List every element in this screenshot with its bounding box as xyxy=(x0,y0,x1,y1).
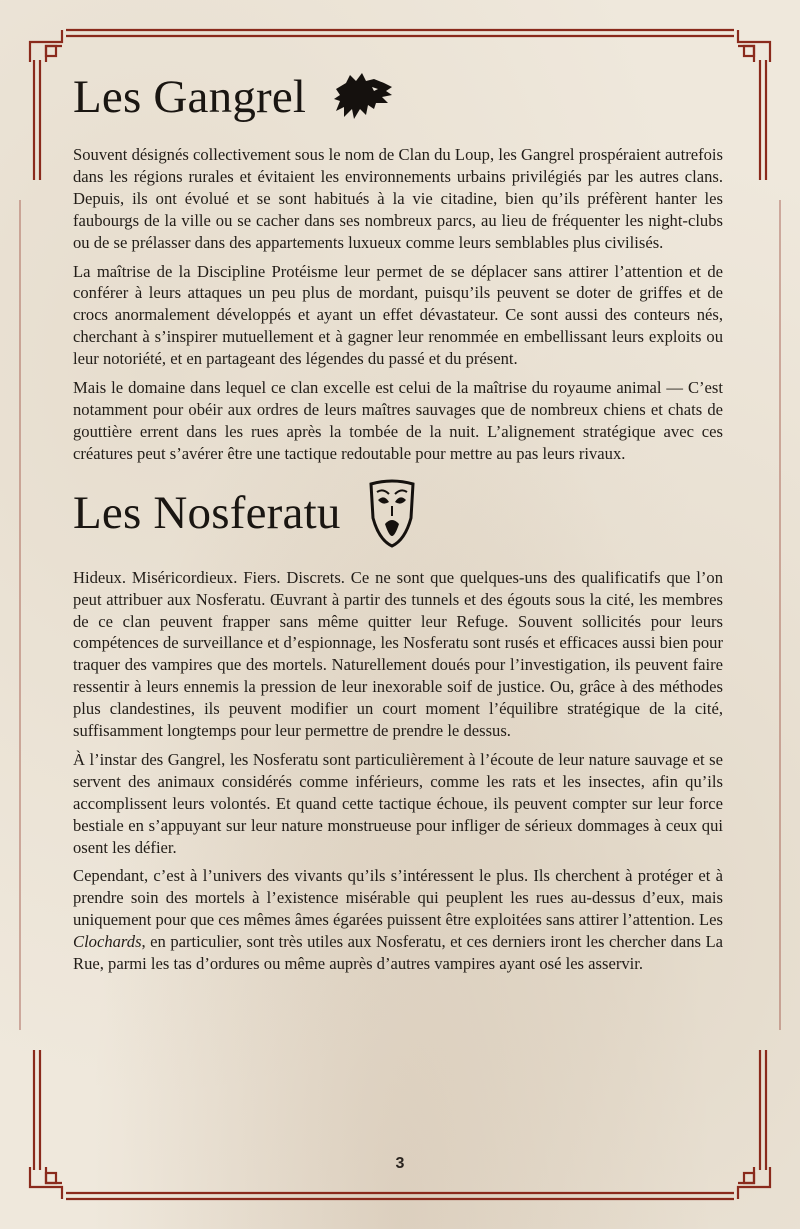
paragraph: Mais le domaine dans lequel ce clan excelle est celui de la maîtrise du royaume animal — C’est notamment pour obéir aux ordres de leurs maîtres sauvages que de nombreux chiens et chats de gouttière errent dans les rues après la tombée de la nuit. L’alignement stratégique avec ces créatures peut s’avérer être une tactique redoutable pour mettre au pas leurs rivaux. xyxy=(73,378,723,463)
page-content xyxy=(73,62,723,982)
mask-icon xyxy=(367,478,417,550)
text-span: Cependant, c’est à l’univers des vivants qu’ils s’intéressent le plus. Ils cherchent à protéger et à prendre soin des mortels à l’existence misérable qui peuplent les rues au-dessus d’eux, mais uniquement pour que ces mêmes âmes égarées puissent être exploitées sans attirer l’attention. Les xyxy=(73,866,723,930)
gangrel-body xyxy=(73,144,723,465)
emphasis: Clochards xyxy=(73,932,142,952)
wolf-head-icon xyxy=(332,69,396,125)
paragraph: La maîtrise de la Discipline Protéisme leur permet de se déplacer sans attirer l’attention et de conférer à leurs attaques un peu plus de mordant, puisqu’ils peuvent se doter de griffes et de crocs anormalement développés et ayant un effet dévastateur. Ce sont aussi des conteurs nés, cherchant à s’inspirer mutuellement et à gagner leur renommée en embellissant leurs exploits ou leur notoriété, et en partageant des légendes du passé et du présent. xyxy=(73,261,723,369)
section-heading-gangrel xyxy=(73,62,723,132)
page-number: 3 xyxy=(395,1155,405,1172)
section-title: Les Gangrel xyxy=(73,70,307,123)
paragraph xyxy=(73,865,723,975)
section-title: Les Nosferatu xyxy=(73,487,341,540)
paragraph: À l’instar des Gangrel, les Nosferatu sont particulièrement à l’écoute de leur nature sauvage et se servent des animaux considérés comme inférieurs, comme les rats et les insectes, afin qu’ils accomplissent leurs volontés. Et quand cette tactique échoue, ils peuvent compter sur leur force bestiale en s’appuyant sur leur nature monstrueuse pour infliger de sérieux dommages à ceux qui osent les défier. xyxy=(73,749,723,857)
section-heading-nosferatu xyxy=(73,475,723,553)
paragraph: Souvent désignés collectivement sous le nom de Clan du Loup, les Gangrel prospéraient autrefois dans les régions rurales et évitaient les environnements urbains privilégiés par les autres clans. Depuis, ils ont évolué et se sont habitués à la vie citadine, bien qu’ils préfèrent hanter les faubourgs de la ville ou se cacher dans ses nombreux parcs, au lieu de fréquenter les night-clubs ou de se prélasser dans des appartements luxueux comme leurs semblables plus civilisés. xyxy=(73,145,723,252)
nosferatu-body xyxy=(73,567,723,975)
paragraph: Hideux. Miséricordieux. Fiers. Discrets. Ce ne sont que quelques-uns des qualificatifs que l’on peut attribuer aux Nosferatu. Œuvrant à partir des tunnels et des égouts sous la cité, les membres de ce clan peuvent frapper sans même quitter leur Refuge. Souvent sollicités pour leurs compétences de surveillance et d’espionnage, les Nosferatu sont rusés et efficaces aussi bien pour traquer des vampires que des mortels. Naturellement doués pour l’investigation, ils peuvent faire ressentir à leurs ennemis la pression de leur inexorable soif de justice. Ou, grâce à des méthodes plus clandestines, ils peuvent modifier un court moment l’équilibre stratégique de la cité, suffisamment longtemps pour leur permettre de prendre le dessus. xyxy=(73,567,723,741)
text-span: , en particulier, sont très utiles aux Nosferatu, et ces derniers iront les chercher dans La Rue, parmi les tas d’ordures ou même auprès d’autres vampires ayant osé les asservir. xyxy=(73,932,723,974)
